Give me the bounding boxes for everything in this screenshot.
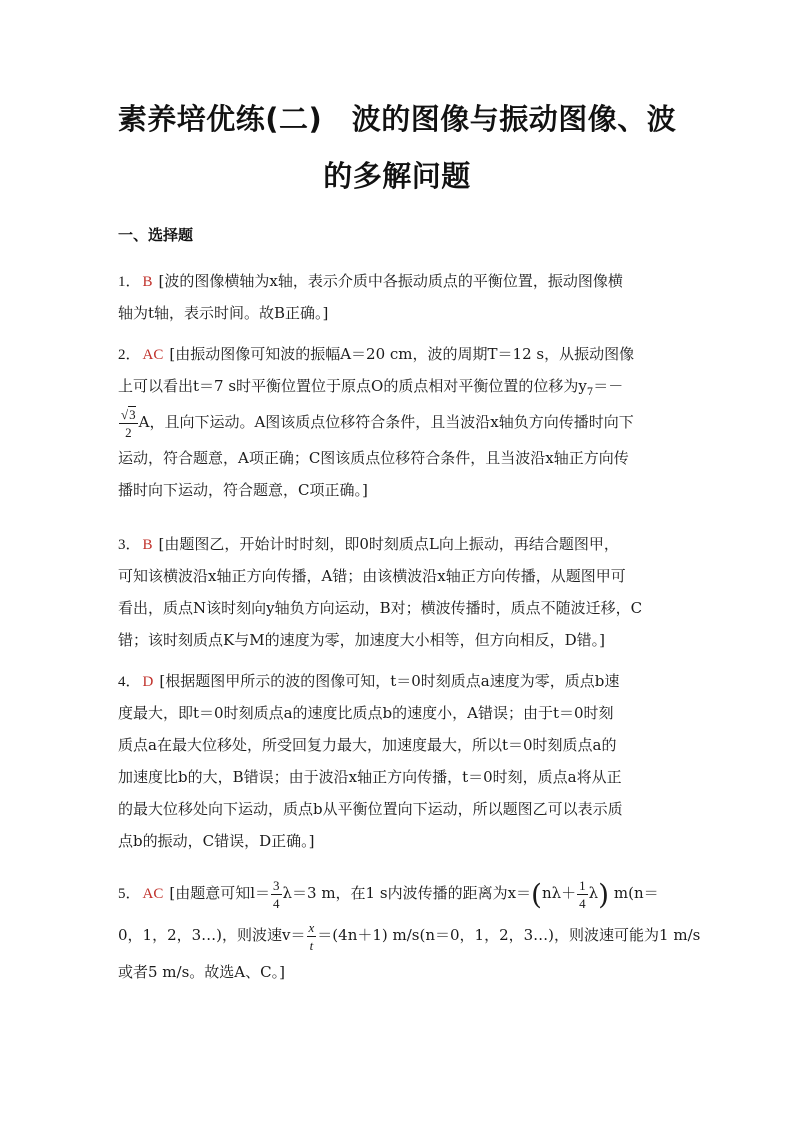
answer-key: B bbox=[142, 274, 153, 290]
question-number: 2． bbox=[118, 347, 141, 363]
fraction-sqrt3-over-2: $\frac{√3}{2}$ bbox=[121, 406, 136, 440]
answer-3-line-2: 可知该横波沿x轴正方向传播，A错；由该横波沿x轴正方向传播，从题图甲可 bbox=[118, 567, 626, 585]
answer-item-2 bbox=[118, 338, 678, 506]
answer-2-line-2 bbox=[118, 370, 678, 402]
answer-1-line-2: 轴为t轴，表示时间。故B正确。] bbox=[118, 304, 329, 322]
explanation-text: 上可以看出t＝7 s时平衡位置位于原点O的质点相对平衡位置的位移为y bbox=[118, 377, 587, 395]
explanation-text: [由题意可知l＝ bbox=[169, 884, 271, 902]
answer-item-4 bbox=[118, 665, 678, 857]
answer-2-line-3 bbox=[118, 402, 678, 442]
subscript: 7 bbox=[586, 387, 594, 398]
explanation-text: m(n＝ bbox=[609, 884, 659, 902]
answer-4-line-4: 加速度比b的大，B错误；由于波沿x轴正方向传播，t＝0时刻，质点a将从正 bbox=[118, 768, 622, 786]
explanation-text: λ bbox=[588, 884, 599, 902]
explanation-text: ＝(4n＋1) m/s(n＝0，1，2，3…)，则波速可能为1 m/s bbox=[317, 926, 701, 944]
explanation-text: nλ＋ bbox=[541, 884, 577, 902]
answer-3-line-4: 错；该时刻质点K与M的速度为零，加速度大小相等，但方向相反，D错。] bbox=[118, 631, 605, 649]
explanation-text: λ＝3 m，在1 s内波传播的距离为x＝ bbox=[282, 884, 532, 902]
answer-4-line-5: 的最大位移处向下运动，质点b从平衡位置向下运动，所以题图乙可以表示质 bbox=[118, 800, 623, 818]
page-title-line-1: 素养培优练(二) 波的图像与振动图像、波 bbox=[117, 102, 677, 136]
explanation-text: ＝－ bbox=[593, 377, 624, 395]
answer-item-3 bbox=[118, 528, 678, 656]
answer-3-line-3: 看出，质点N该时刻向y轴负方向运动，B对；横波传播时，质点不随波迁移，C bbox=[118, 599, 643, 617]
explanation-text: A，且向下运动。A图该质点位移符合条件，且当波沿x轴负方向传播时向下 bbox=[138, 413, 634, 431]
explanation-text: 0，1，2，3…)，则波速v＝ bbox=[118, 926, 306, 944]
answer-2-line-1 bbox=[118, 338, 678, 370]
answer-4-line-2: 度最大，即t＝0时刻质点a的速度比质点b的速度小，A错误；由于t＝0时刻 bbox=[118, 704, 614, 722]
explanation-text: [由振动图像可知波的振幅A＝20 cm，波的周期T＝12 s，从振动图像 bbox=[169, 345, 635, 363]
answer-5-line-2 bbox=[118, 914, 701, 956]
answer-key: B bbox=[142, 537, 153, 553]
question-number: 3． bbox=[118, 537, 141, 553]
answer-3-line-1 bbox=[118, 528, 678, 560]
answer-4-line-1 bbox=[118, 665, 678, 697]
answer-1-line-1 bbox=[118, 265, 678, 297]
answer-key: AC bbox=[142, 886, 164, 902]
fraction-3-over-4: $\frac{3}{4}$ bbox=[273, 877, 280, 911]
left-paren: ( bbox=[531, 878, 542, 911]
answer-key: D bbox=[142, 674, 154, 690]
explanation-text: [波的图像横轴为x轴，表示介质中各振动质点的平衡位置，振动图像横 bbox=[158, 272, 623, 290]
answer-item-5 bbox=[118, 872, 701, 988]
question-number: 1． bbox=[118, 274, 141, 290]
question-number: 5． bbox=[118, 886, 141, 902]
page-title-line-2: 的多解问题 bbox=[323, 159, 471, 193]
answer-4-line-3: 质点a在最大位移处，所受回复力最大，加速度最大，所以t＝0时刻质点a的 bbox=[118, 736, 617, 754]
answer-2-line-5: 播时向下运动，符合题意，C项正确。] bbox=[118, 481, 368, 499]
answer-key: AC bbox=[142, 347, 164, 363]
right-paren: ) bbox=[598, 878, 610, 911]
fraction-x-over-t: $\frac{x}{t}$ bbox=[308, 919, 315, 953]
answer-5-line-1 bbox=[118, 872, 678, 914]
explanation-text: [根据题图甲所示的波的图像可知，t＝0时刻质点a速度为零，质点b速 bbox=[159, 672, 620, 690]
question-number: 4． bbox=[118, 674, 141, 690]
section-heading: 一、选择题 bbox=[118, 226, 194, 244]
fraction-1-over-4: $\frac{1}{4}$ bbox=[579, 877, 586, 911]
explanation-text: [由题图乙，开始计时时刻，即0时刻质点L向上振动，再结合题图甲， bbox=[158, 535, 619, 553]
answer-item-1 bbox=[118, 265, 678, 329]
answer-4-line-6: 点b的振动，C错误，D正确。] bbox=[118, 832, 315, 850]
answer-5-line-3: 或者5 m/s。故选A、C。] bbox=[118, 963, 285, 981]
answer-2-line-4: 运动，符合题意，A项正确；C图该质点位移符合条件，且当波沿x轴正方向传 bbox=[118, 449, 629, 467]
